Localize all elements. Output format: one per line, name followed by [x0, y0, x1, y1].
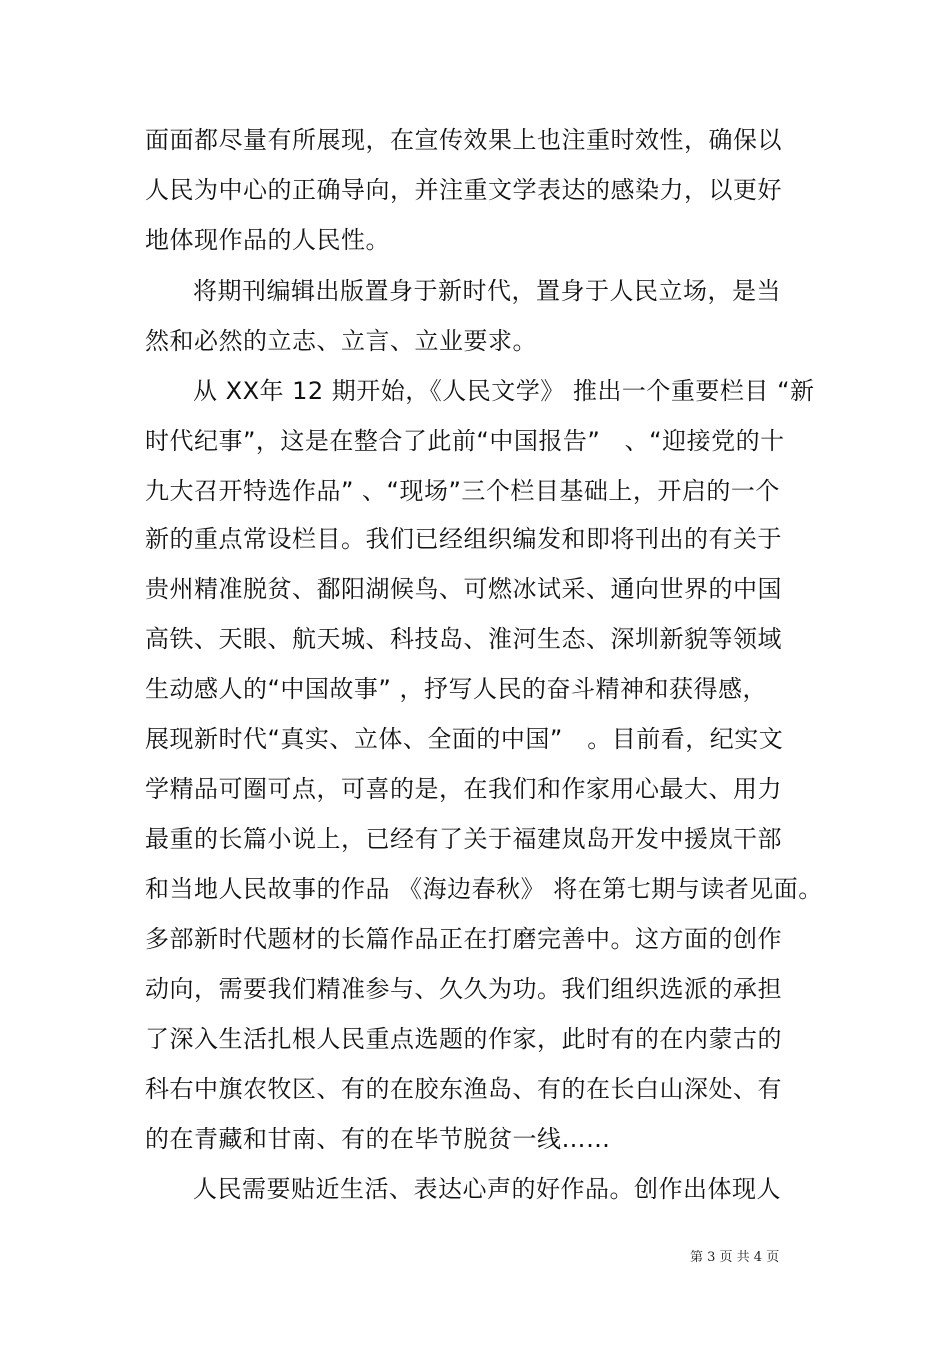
text-line: 动向，需要我们精准参与、久久为功。我们组织选派的承担 — [145, 975, 782, 1003]
text-line: 和当地人民故事的作品 《海边春秋》 将在第七期与读者见面。 — [145, 875, 823, 903]
text-line: 的在青藏和甘南、有的在毕节脱贫一线…… — [145, 1125, 611, 1153]
page-number-footer: 第 3 页 共 4 页 — [690, 1250, 780, 1265]
text-line: 将期刊编辑出版置身于新时代，置身于人民立场，是当 — [193, 277, 781, 305]
text-line: 地体现作品的人民性。 — [145, 226, 390, 254]
text-line: 了深入生活扎根人民重点选题的作家，此时有的在内蒙古的 — [145, 1025, 782, 1053]
text-line: 从 XX年 12 期开始，《人民文学》 推出一个重要栏目 “新 — [193, 377, 815, 405]
text-line: 面面都尽量有所展现，在宣传效果上也注重时效性，确保以 — [145, 126, 782, 154]
text-line: 九大召开特选作品” 、“现场”三个栏目基础上，开启的一个 — [145, 477, 780, 505]
text-line: 科右中旗农牧区、有的在胶东渔岛、有的在长白山深处、有 — [145, 1075, 782, 1103]
text-line: 贵州精准脱贫、鄱阳湖候鸟、可燃冰试采、通向世界的中国 — [145, 575, 782, 603]
text-line: 时代纪事”，这是在整合了此前“中国报告” 、“迎接党的十 — [145, 427, 785, 455]
text-line: 展现新时代“真实、立体、全面的中国” 。目前看，纪实文 — [145, 725, 784, 753]
text-line: 高铁、天眼、航天城、科技岛、淮河生态、深圳新貌等领域 — [145, 625, 782, 653]
text-line: 学精品可圈可点，可喜的是，在我们和作家用心最大、用力 — [145, 775, 782, 803]
text-line: 生动感人的“中国故事” ，抒写人民的奋斗精神和获得感， — [145, 675, 767, 703]
text-line: 多部新时代题材的长篇作品正在打磨完善中。这方面的创作 — [145, 925, 782, 953]
text-line: 新的重点常设栏目。我们已经组织编发和即将刊出的有关于 — [145, 525, 782, 553]
text-line: 然和必然的立志、立言、立业要求。 — [145, 327, 537, 355]
text-line: 人民为中心的正确导向，并注重文学表达的感染力，以更好 — [145, 176, 782, 204]
text-line: 人民需要贴近生活、表达心声的好作品。创作出体现人 — [193, 1175, 781, 1203]
text-line: 最重的长篇小说上，已经有了关于福建岚岛开发中援岚干部 — [145, 825, 782, 853]
